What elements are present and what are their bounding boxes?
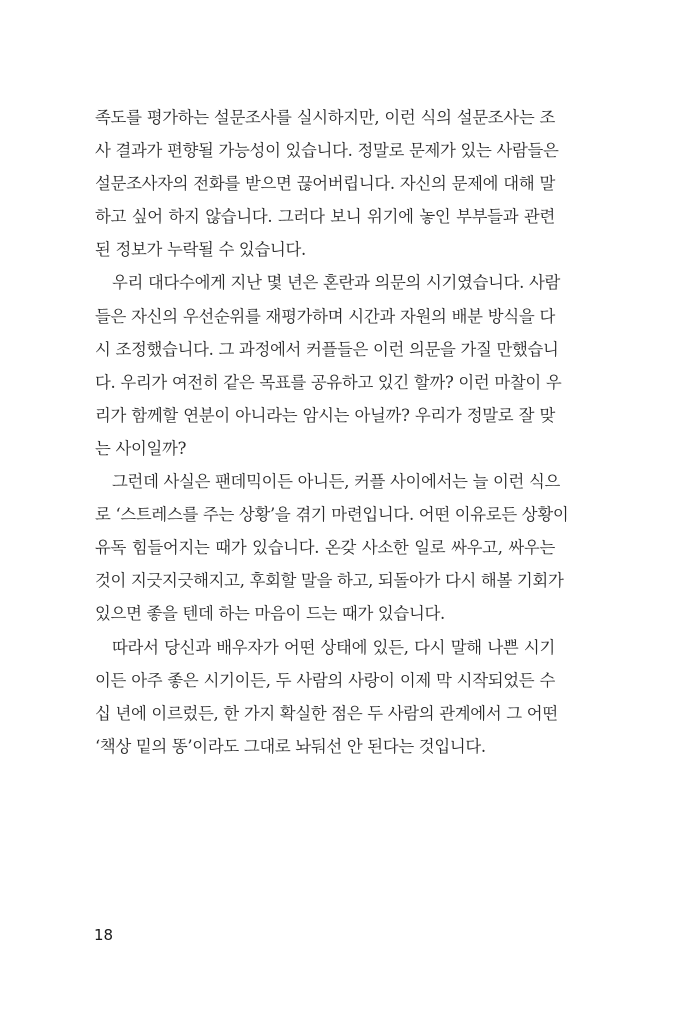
text-line: 시 조정했습니다. 그 과정에서 커플들은 이런 의문을 가질 만했습니 <box>95 339 559 359</box>
text-line: 그런데 사실은 팬데믹이든 아니든, 커플 사이에서는 늘 이런 식으 <box>112 472 561 492</box>
text-line: 이든 아주 좋은 시기이든, 두 사람의 사랑이 이제 막 시작되었든 수 <box>95 670 555 690</box>
text-line: ‘책상 밑의 똥’이라도 그대로 놔둬선 안 된다는 것입니다. <box>95 736 486 756</box>
text-line: 들은 자신의 우선순위를 재평가하며 시간과 자원의 배분 방식을 다 <box>95 306 555 326</box>
text-line: 따라서 당신과 배우자가 어떤 상태에 있든, 다시 말해 나쁜 시기 <box>112 637 555 657</box>
text-line: 된 정보가 누락될 수 있습니다. <box>95 240 306 260</box>
text-line: 다. 우리가 여전히 같은 목표를 공유하고 있긴 할까? 이런 마찰이 우 <box>95 372 562 392</box>
paragraph <box>95 266 562 465</box>
page-number: 18 <box>94 926 114 944</box>
text-line: 있으면 좋을 텐데 하는 마음이 드는 때가 있습니다. <box>95 604 445 624</box>
text-line: 로 ‘스트레스를 주는 상황’을 겪기 마련입니다. 어떤 이유로든 상황이 <box>95 505 569 525</box>
text-line: 유독 힘들어지는 때가 있습니다. 온갖 사소한 일로 싸우고, 싸우는 <box>95 538 555 558</box>
text-line: 는 사이일까? <box>95 438 187 458</box>
paragraph <box>95 631 558 763</box>
text-line: 설문조사자의 전화를 받으면 끊어버립니다. 자신의 문제에 대해 말 <box>95 174 555 194</box>
text-line: 하고 싶어 하지 않습니다. 그러다 보니 위기에 놓인 부부들과 관련 <box>95 207 555 227</box>
text-line: 것이 지긋지긋해지고, 후회할 말을 하고, 되돌아가 다시 해볼 기회가 <box>95 571 564 591</box>
text-line: 우리 대다수에게 지난 몇 년은 혼란과 의문의 시기였습니다. 사람 <box>112 273 561 293</box>
paragraph <box>95 101 559 266</box>
body-text <box>95 101 569 763</box>
text-line: 족도를 평가하는 설문조사를 실시하지만, 이런 식의 설문조사는 조 <box>95 108 555 127</box>
text-line: 십 년에 이르렀든, 한 가지 확실한 점은 두 사람의 관계에서 그 어떤 <box>95 703 558 723</box>
text-line: 리가 함께할 연분이 아니라는 암시는 아닐까? 우리가 정말로 잘 맞 <box>95 405 555 425</box>
paragraph <box>95 465 569 630</box>
text-line: 사 결과가 편향될 가능성이 있습니다. 정말로 문제가 있는 사람들은 <box>95 141 559 161</box>
